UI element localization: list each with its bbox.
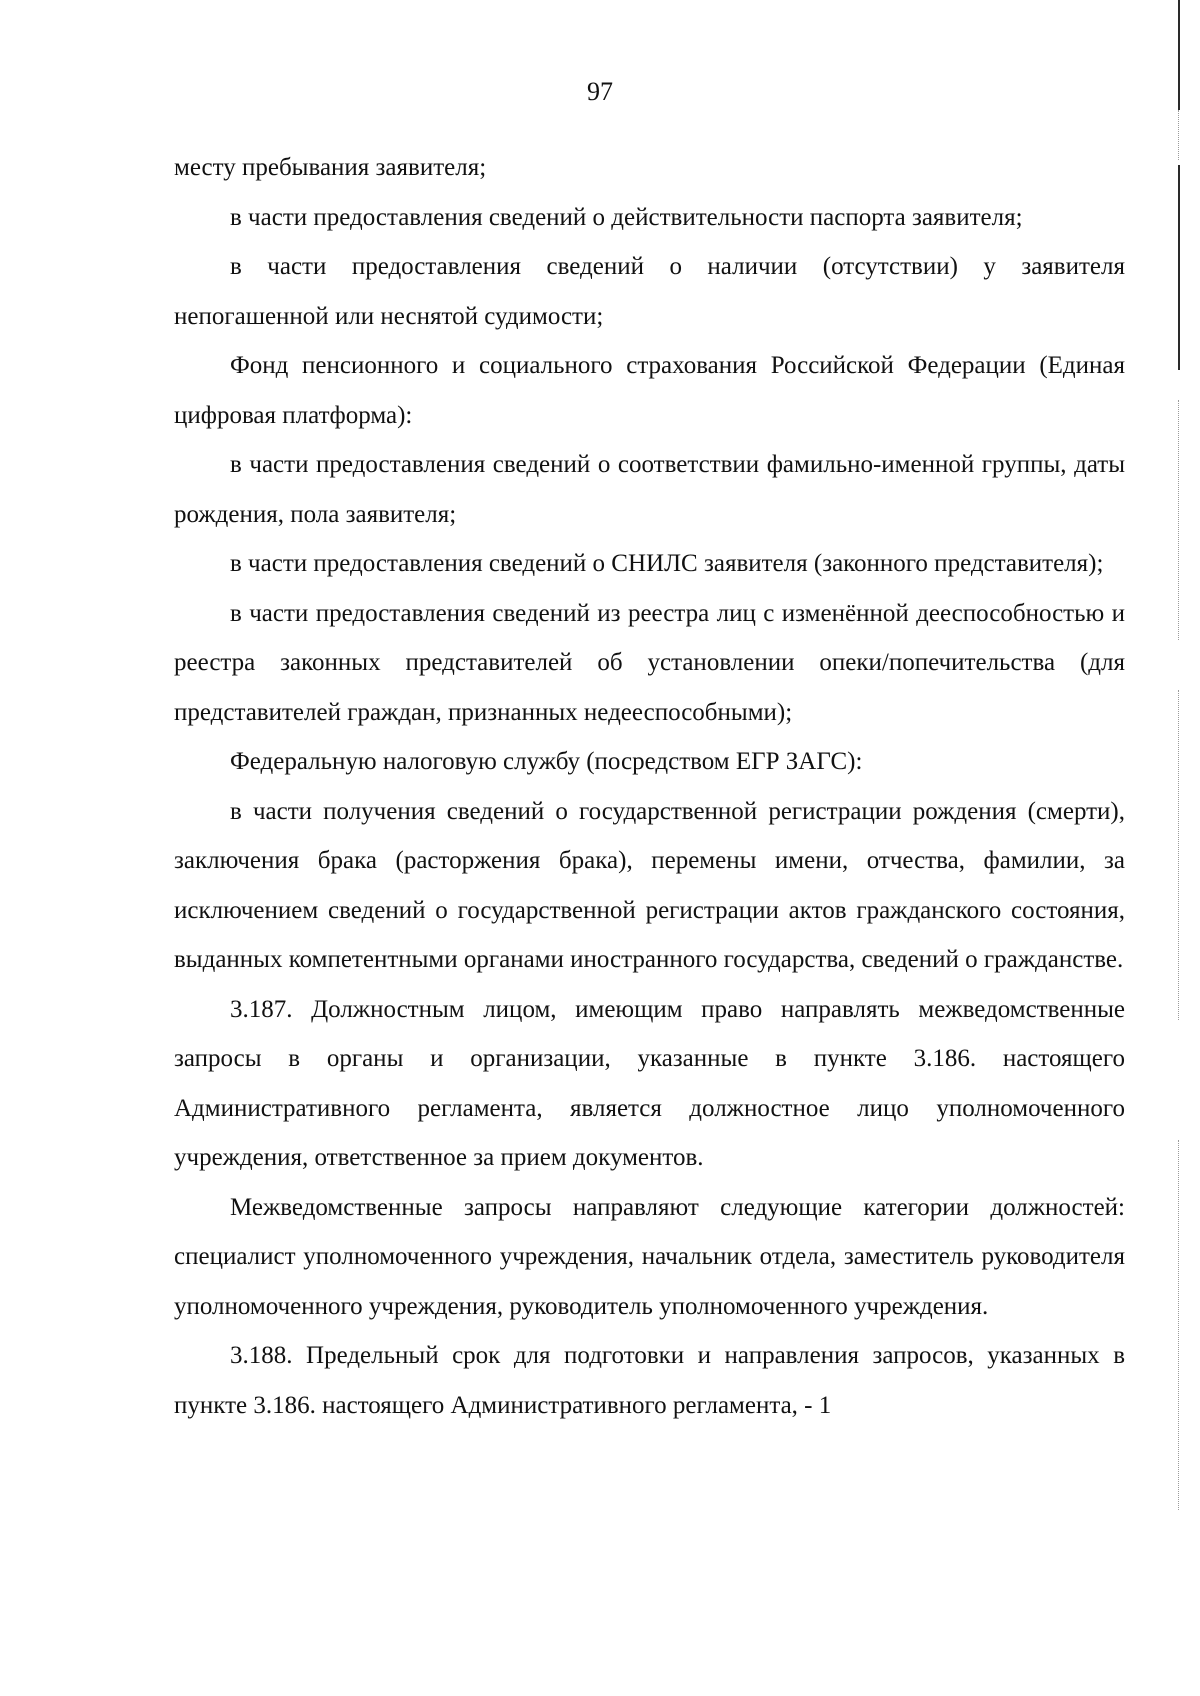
paragraph: в части предоставления сведений о действительности паспорта заявителя; xyxy=(230,203,1023,231)
paragraph: 3.188. Предельный срок для подготовки и направления запросов, указанных в пункте 3.186. настоящего Административного регламента, - 1 xyxy=(174,1342,1125,1419)
paragraph: 3.187. Должностным лицом, имеющим право направлять межведомственные запросы в органы и организации, указанные в пункте 3.186. настоящего Административного регламента, является должностное лицо уполномоченного учреждения, ответственное за прием документов. xyxy=(174,995,1125,1171)
paragraph: Федеральную налоговую службу (посредством ЕГР ЗАГС): xyxy=(230,748,863,775)
paragraph: Межведомственные запросы направляют следующие категории должностей: специалист уполномоченного учреждения, начальник отдела, заместитель руководителя уполномоченного учреждения, руководитель уполномоченного учреждения. xyxy=(174,1193,1125,1320)
paragraph: месту пребывания заявителя; xyxy=(174,154,487,181)
scan-edge-dots xyxy=(1178,690,1180,1020)
document-body xyxy=(174,143,1125,1430)
scan-edge-dots xyxy=(1178,1140,1180,1510)
paragraph: в части предоставления сведений о соответствии фамильно-именной группы, даты рождения, пола заявителя; xyxy=(174,451,1125,528)
paragraph: в части получения сведений о государственной регистрации рождения (смерти), заключения брака (расторжения брака), перемены имени, отчества, фамилии, за исключением сведений о государственной регистрации актов гражданского состояния, выданных компетентными органами иностранного государства, сведений о гражданстве. xyxy=(174,797,1125,973)
scan-edge-dots xyxy=(1178,110,1180,160)
paragraph: в части предоставления сведений из реестра лиц с изменённой дееспособностью и реестра законных представителей об установлении опеки/попечительства (для представителей граждан, признанных недееспособными); xyxy=(174,599,1125,726)
paragraph: Фонд пенсионного и социального страхования Российской Федерации (Единая цифровая платформа): xyxy=(174,352,1125,429)
paragraph: в части предоставления сведений о СНИЛС заявителя (законного представителя); xyxy=(230,550,1104,577)
page-number: 97 xyxy=(587,77,613,106)
scan-edge-line xyxy=(1178,0,1180,110)
scan-edge-line xyxy=(1178,165,1180,370)
scan-edge-dots xyxy=(1178,400,1180,640)
paragraph: в части предоставления сведений о наличии (отсутствии) у заявителя непогашенной или неснятой судимости; xyxy=(174,253,1125,330)
